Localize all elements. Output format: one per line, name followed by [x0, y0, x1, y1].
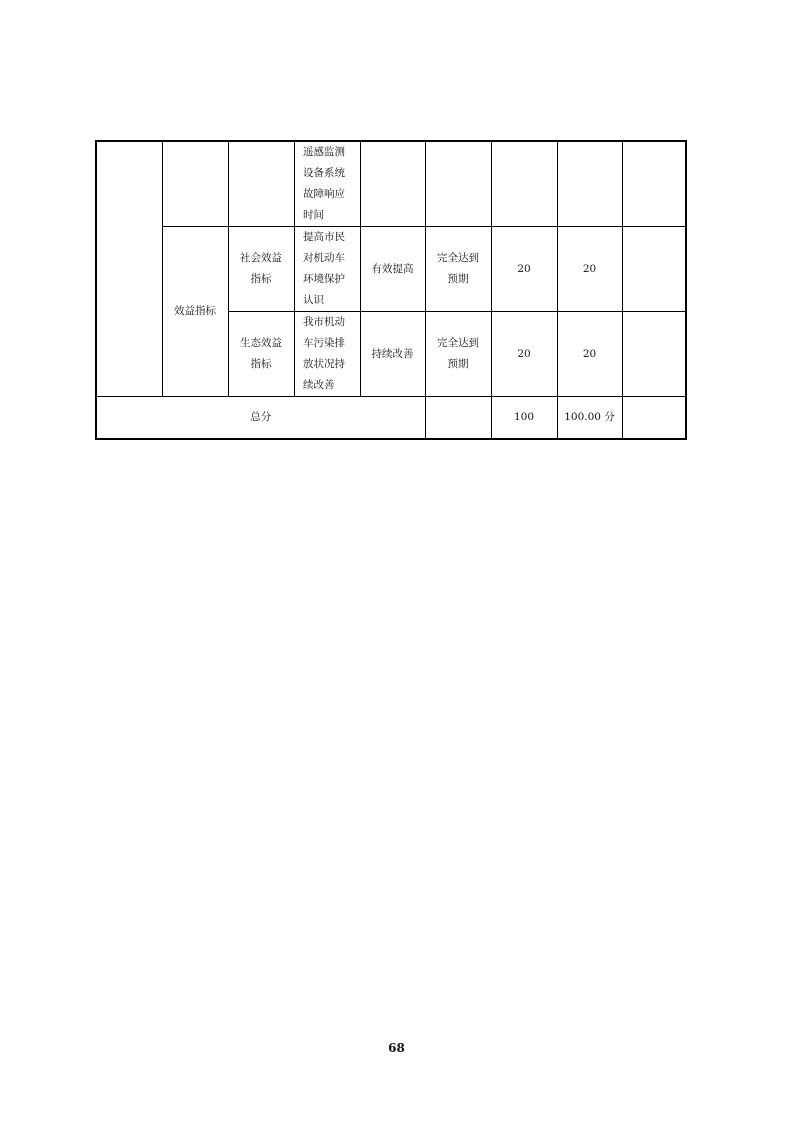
weight-text: 20 — [517, 347, 531, 360]
table-cell-index-value — [360, 227, 425, 312]
indicator-text: 我市机动车污染排放状况持续改善 — [303, 316, 345, 391]
total-score-text: 100.00 分 — [564, 410, 615, 423]
table-cell-index-value — [360, 312, 425, 397]
actual-text: 完全达到预期 — [437, 252, 479, 285]
table-cell-score — [557, 312, 622, 397]
index-value-text: 持续改善 — [371, 347, 414, 360]
table-cell-level1 — [162, 227, 228, 397]
score-text: 20 — [582, 347, 597, 360]
table-cell-weight — [491, 227, 557, 312]
table-cell-indicator — [294, 227, 360, 312]
table-cell-total-label — [96, 397, 425, 439]
table-cell-blank — [96, 141, 162, 397]
score-text: 20 — [582, 262, 597, 275]
indicator-text: 提高市民对机动车环境保护认识 — [303, 231, 345, 306]
table-cell-score — [557, 141, 622, 227]
table-cell-level2 — [228, 227, 294, 312]
weight-text: 20 — [517, 262, 531, 275]
table-cell-total-weight — [491, 397, 557, 439]
table-cell-remark — [622, 227, 686, 312]
table-cell-score — [557, 227, 622, 312]
level2-text: 生态效益指标 — [240, 337, 282, 370]
actual-text: 完全达到预期 — [437, 337, 479, 370]
index-value-text: 有效提高 — [371, 262, 414, 275]
table-cell-actual — [425, 227, 491, 312]
page-number: 68 — [388, 1041, 405, 1055]
table-cell-index-value — [360, 141, 425, 227]
table-cell-blank — [162, 141, 228, 227]
table-cell-actual — [425, 312, 491, 397]
table-cell-remark — [622, 141, 686, 227]
table-row-total — [96, 397, 686, 439]
table-cell-weight — [491, 312, 557, 397]
level2-text: 社会效益指标 — [240, 252, 282, 285]
table-cell-indicator — [294, 141, 360, 227]
total-label-text: 总分 — [250, 410, 272, 423]
performance-table — [95, 140, 687, 440]
table-cell-total-score — [557, 397, 622, 439]
table-cell-total-remark — [622, 397, 686, 439]
table-cell-remark — [622, 312, 686, 397]
table-cell-level2 — [228, 312, 294, 397]
table-cell-weight — [491, 141, 557, 227]
table-row — [96, 227, 686, 312]
table-row — [96, 141, 686, 227]
table-cell-total-actual — [425, 397, 491, 439]
indicator-text: 遥感监测设备系统故障响应时间 — [303, 146, 345, 221]
total-weight-text: 100 — [513, 410, 535, 423]
table-cell-actual — [425, 141, 491, 227]
table-cell-indicator — [294, 312, 360, 397]
level1-text: 效益指标 — [174, 305, 216, 317]
table-cell-blank — [228, 141, 294, 227]
